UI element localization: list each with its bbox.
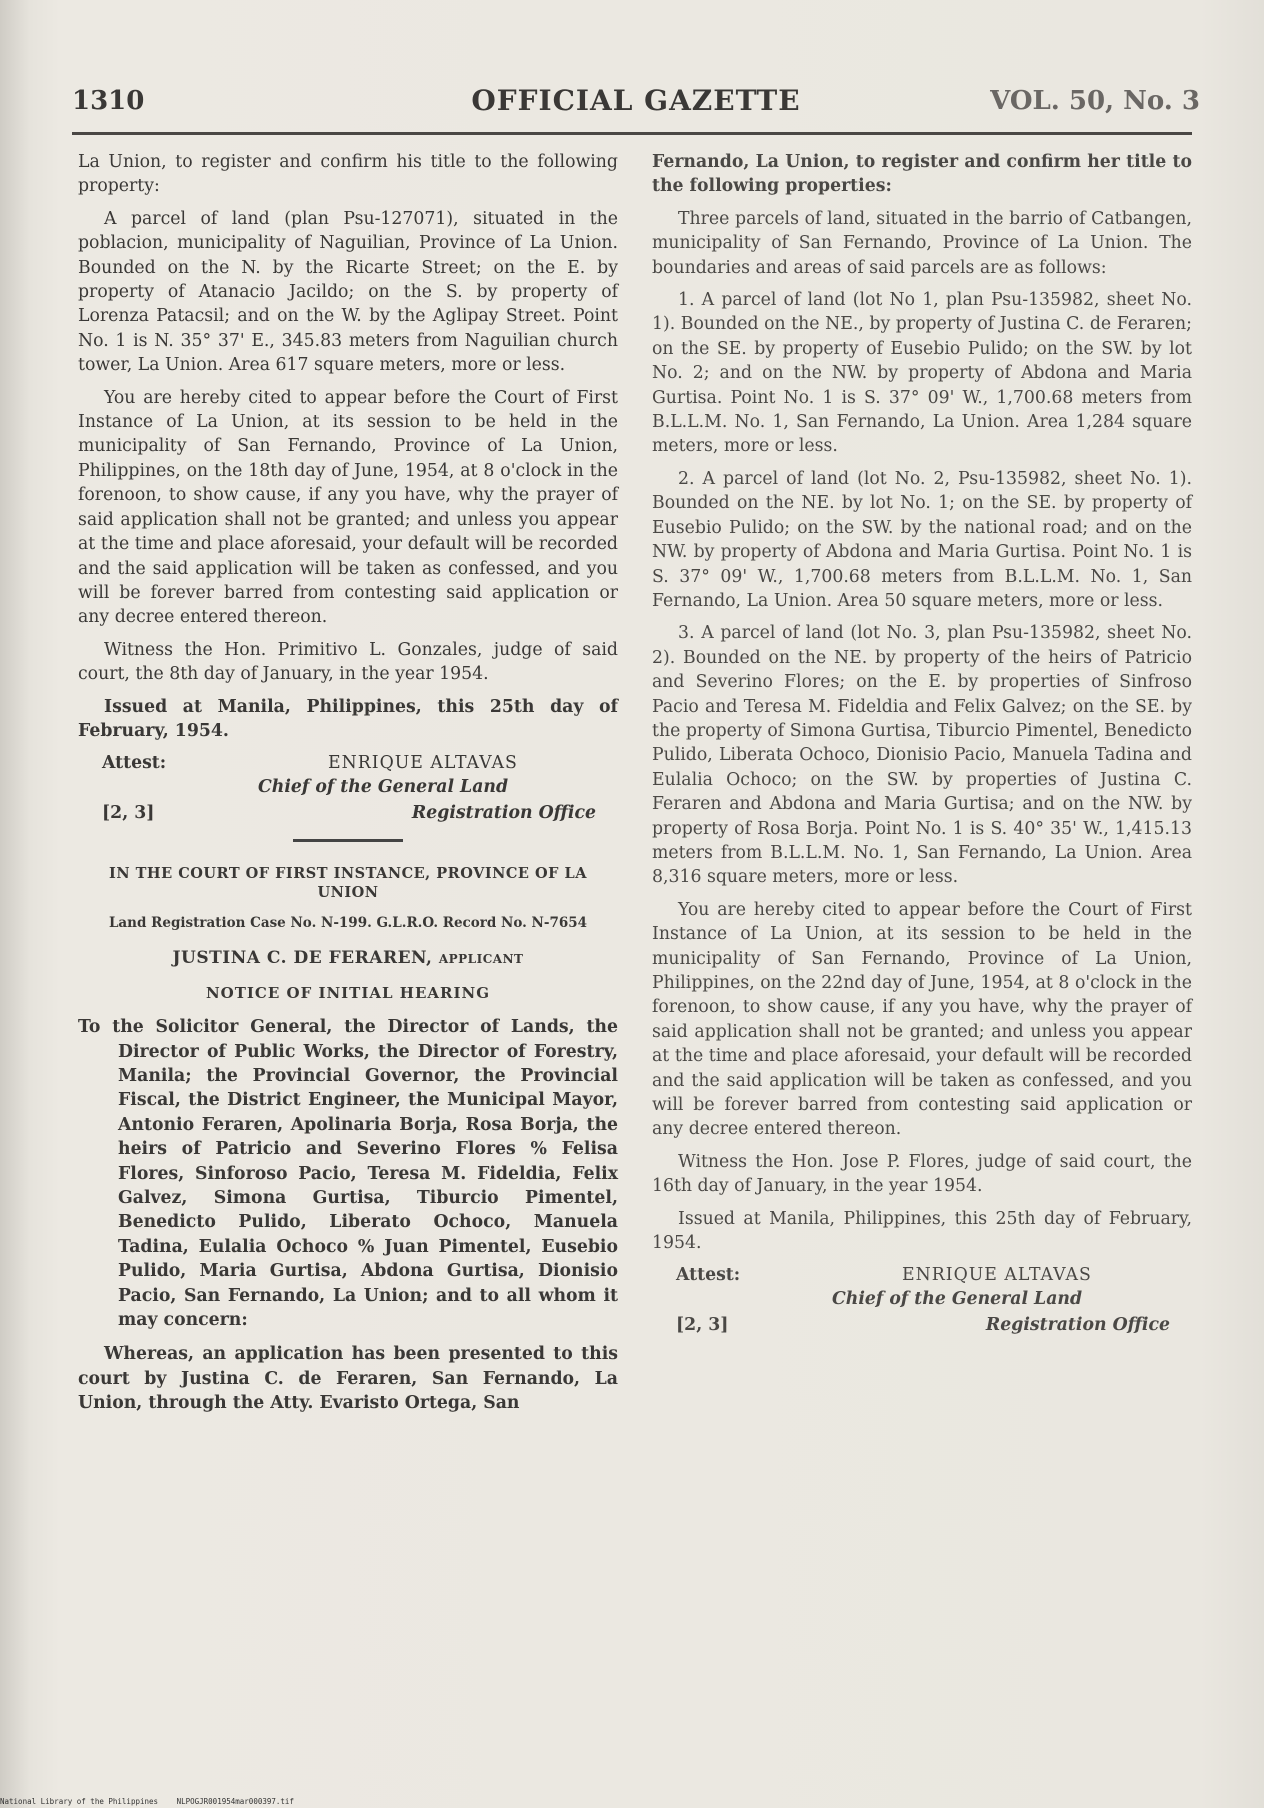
court-heading: IN THE COURT OF FIRST INSTANCE, PROVINCE OF LA UNION [109, 865, 587, 902]
publication-title: OFFICIAL GAZETTE [471, 84, 801, 117]
addressees: To the Solicitor General, the Director of Lands, the Director of Public Works, the Director of Forestry, Manila; the Provincial Governor, the Provincial Fiscal, the District Engineer, the Municipal Mayor, Antonio Feraren, Apolinaria Borja, Rosa Borja, the heirs of Patricio and Severino Flores % Felisa Flores, Sinforoso Pacio, Teresa M. Fideldia, Felix Galvez, Simona Gurtisa, Tiburcio Pimentel, Benedicto Pulido, Liberato Ochoco, Manuela Tadina, Eulalia Ochoco % Juan Pimentel, Eusebio Pulido, Maria Gurtisa, Abdona Gurtisa, Dionisio Pacio, San Fernando, La Union; and to all whom it may concern: [78, 1017, 618, 1331]
header-rule [72, 132, 1192, 135]
paragraph: Issued at Manila, Philippines, this 25th day of February, 1954. [652, 1208, 1192, 1254]
attest-block [78, 751, 618, 829]
signatory-role: Chief of the General Land [258, 777, 509, 798]
paragraph: You are hereby cited to appear before the Court of First Instance of La Union, at its session to be held in the municipality of San Fernando, Province of La Union, Philippines, on the 22nd day of June, 1954, at 8 o'clock in the forenoon, to show cause, if any you have, why the prayer of said application shall not be granted; and unless you appear at the time and place aforesaid, your default will be recorded and the said application will be taken as confessed, and you will be forever barred from contesting said application or any decree entered thereon. [652, 899, 1192, 1140]
issue-reference: [2, 3] [102, 803, 155, 824]
paragraph: Witness the Hon. Primitivo L. Gonzales, judge of said court, the 8th day of January, in the year 1954. [78, 639, 618, 685]
paragraph: 1. A parcel of land (lot No 1, plan Psu-135982, sheet No. 1). Bounded on the NE., by property of Justina C. de Feraren; on the SE. by property of Eusebio Pulido; on the SW. by lot No. 2; and on the NW. by property of Abdona and Maria Gurtisa. Point No. 1 is S. 37° 09' W., 1,700.68 meters from B.L.L.M. No. 1, San Fernando, La Union. Area 1,284 square meters, more or less. [652, 290, 1192, 457]
paragraph: La Union, to register and confirm his title to the following property: [78, 152, 618, 197]
issue-reference: [2, 3] [676, 1315, 729, 1336]
attest-block [652, 1263, 1192, 1341]
page-number: 1310 [72, 86, 145, 116]
notice-heading: NOTICE OF INITIAL HEARING [205, 983, 491, 1002]
volume-number: VOL. 50, No. 3 [990, 86, 1200, 116]
signatory-role: Registration Office [411, 803, 596, 824]
paragraph: 3. A parcel of land (lot No. 3, plan Psu-135982, sheet No. 2). Bounded on the NE. by property of the heirs of Patricio and Severino Flores; on the E. by properties of Sinfroso Pacio and Teresa M. Fideldia and Felix Galvez; on the SE. by the property of Simona Gurtisa, Tiburcio Pimentel, Benedicto Pulido, Liberata Ochoco, Dionisio Pacio, Manuela Tadina and Eulalia Ochoco; on the SW. by properties of Justina C. Feraren and Abdona and Maria Gurtisa; and on the NW. by property of Rosa Borja. Point No. 1 is S. 40° 35' W., 1,415.13 meters from B.L.L.M. No. 1, San Fernando, La Union. Area 8,316 square meters, more or less. [652, 623, 1192, 888]
attest-label: Attest: [676, 1265, 741, 1286]
signatory-role: Registration Office [985, 1315, 1170, 1336]
paragraph: Fernando, La Union, to register and confirm her title to the following properties: [652, 152, 1192, 197]
paragraph: Witness the Hon. Jose P. Flores, judge of said court, the 16th day of January, in the year 1954. [652, 1151, 1192, 1197]
signatory-name: ENRIQUE ALTAVAS [328, 753, 518, 774]
signatory-role: Chief of the General Land [832, 1289, 1083, 1310]
paragraph: Three parcels of land, situated in the barrio of Catbangen, municipality of San Fernando, Province of La Union. The boundaries and areas of said parcels are as follows: [652, 208, 1192, 278]
section-divider [293, 839, 403, 842]
library-credit: National Library of the Philippines [0, 1797, 159, 1806]
paragraph: Issued at Manila, Philippines, this 25th day of February, 1954. [78, 696, 618, 741]
right-column [652, 150, 1192, 1351]
case-number: Land Registration Case No. N-199. G.L.R.O. Record No. N-7654 [108, 915, 588, 932]
scan-filename: NLPOGJR001954mar000397.tif [176, 1797, 294, 1806]
attest-label: Attest: [102, 753, 167, 774]
signatory-name: ENRIQUE ALTAVAS [902, 1265, 1092, 1286]
page-header [72, 78, 1200, 128]
paragraph: A parcel of land (plan Psu-127071), situated in the poblacion, municipality of Naguilian, Province of La Union. Bounded on the N. by the Ricarte Street; on the E. by property of Atanacio Jacildo; on the S. by property of Lorenza Patacsil; and on the W. by the Aglipay Street. Point No. 1 is N. 35° 37' E., 345.83 meters from Naguilian church tower, La Union. Area 617 square meters, more or less. [78, 208, 618, 376]
scan-footer [0, 1797, 308, 1806]
paragraph: Whereas, an application has been presented to this court by Justina C. de Feraren, San Fernando, La Union, through the Atty. Evaristo Ortega, San [78, 1344, 618, 1414]
applicant-heading: JUSTINA C. DE FERAREN, applicant [172, 948, 524, 969]
left-column [78, 150, 618, 1424]
paragraph: You are hereby cited to appear before the Court of First Instance of La Union, at its session to be held in the municipality of San Fernando, Province of La Union, Philippines, on the 18th day of June, 1954, at 8 o'clock in the forenoon, to show cause, if any you have, why the prayer of said application shall not be granted; and unless you appear at the time and place aforesaid, your default will be recorded and the said application will be taken as confessed, and you will be forever barred from contesting said application or any decree entered thereon. [78, 387, 618, 628]
paragraph: 2. A parcel of land (lot No. 2, Psu-135982, sheet No. 1). Bounded on the NE. by lot No. 1; on the SE. by property of Eusebio Pulido; on the SW. by the national road; and on the NW. by property of Abdona and Maria Gurtisa. Point No. 1 is S. 37° 09' W., 1,700.68 meters from B.L.L.M. No. 1, San Fernando, La Union. Area 50 square meters, more or less. [652, 468, 1192, 611]
